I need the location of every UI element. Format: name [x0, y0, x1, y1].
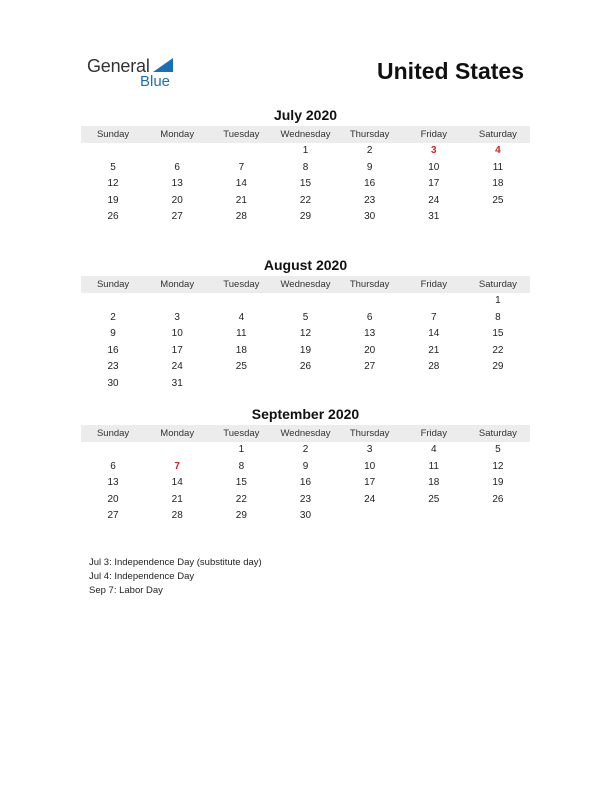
day-cell: 1: [238, 444, 245, 455]
day-cell: 2: [302, 444, 309, 455]
day-cell: 26: [299, 361, 312, 372]
empty-cell: [145, 293, 209, 310]
weekday-label: Sunday: [96, 428, 130, 439]
day-cell: 6: [366, 311, 373, 323]
month-title: August 2020: [263, 257, 348, 273]
holiday-notes: [89, 556, 262, 598]
day-cell: 14: [428, 328, 440, 339]
day-cell: 15: [492, 328, 504, 339]
week-row: [81, 442, 530, 459]
day-cell: 5: [110, 161, 116, 173]
empty-cell: [81, 143, 145, 160]
day-cell: 18: [235, 344, 247, 356]
week-row: [81, 326, 530, 343]
weekday-label: Wednesday: [280, 428, 331, 439]
day-cell: 19: [299, 344, 312, 356]
day-cell: 20: [364, 344, 376, 356]
day-cell: 24: [364, 493, 376, 505]
day-cell: 25: [492, 194, 504, 206]
day-cell: 25: [235, 361, 247, 372]
day-cell: 9: [110, 328, 116, 339]
month-grid: [81, 442, 530, 525]
day-cell: 28: [171, 510, 183, 521]
day-cell: 8: [238, 460, 245, 472]
empty-cell: [466, 508, 530, 525]
week-row: [81, 475, 530, 492]
day-cell: 30: [364, 211, 376, 222]
weekday-label: Monday: [160, 129, 195, 140]
day-cell: 11: [236, 328, 247, 339]
week-row: [81, 508, 530, 525]
day-cell: 12: [492, 460, 504, 472]
day-cell: 23: [299, 493, 312, 505]
day-cell: 29: [235, 510, 247, 521]
empty-cell: [81, 293, 145, 310]
day-cell: 3: [366, 444, 373, 455]
day-cell: 10: [428, 161, 440, 173]
empty-cell: [402, 293, 466, 310]
day-cell: 29: [492, 361, 504, 372]
month-title: September 2020: [251, 406, 360, 422]
weekday-label: Monday: [160, 279, 195, 290]
week-row: [81, 359, 530, 376]
week-row: [81, 160, 530, 177]
day-cell: 31: [428, 211, 440, 222]
week-row: [81, 376, 530, 393]
month-grid: [81, 293, 530, 392]
day-cell: 7: [238, 161, 245, 173]
day-cell: 24: [171, 361, 183, 372]
day-cell: 8: [495, 311, 501, 323]
day-cell: 2: [110, 311, 116, 323]
day-cell: 6: [174, 161, 180, 173]
weekday-label: Sunday: [96, 129, 130, 140]
holiday-note: Jul 3: Independence Day (substitute day): [89, 557, 262, 568]
logo-word-general: General: [87, 56, 150, 76]
day-cell: 15: [235, 477, 247, 488]
weekday-header: [81, 425, 530, 442]
week-row: [81, 193, 530, 210]
logo-triangle-icon: [153, 58, 173, 72]
logo-word-blue: Blue: [140, 73, 171, 90]
empty-cell: [145, 442, 209, 459]
weekday-label: Saturday: [478, 129, 517, 140]
holiday-note: Sep 7: Labor Day: [89, 585, 163, 596]
day-cell: 20: [171, 194, 183, 206]
weekday-label: Saturday: [478, 279, 517, 290]
day-cell: 13: [171, 178, 183, 189]
week-row: [81, 143, 530, 160]
day-cell: 11: [428, 460, 439, 472]
weekday-header: [81, 276, 530, 293]
day-cell: 27: [107, 510, 119, 521]
weekday-label: Sunday: [96, 279, 130, 290]
day-cell: 10: [364, 460, 376, 472]
week-row: [81, 209, 530, 226]
day-cell: 12: [299, 328, 312, 339]
day-cell: 18: [428, 477, 440, 488]
day-cell: 14: [171, 477, 183, 488]
weekday-label: Friday: [420, 129, 447, 140]
day-cell: 15: [299, 178, 312, 189]
week-row: [81, 310, 530, 327]
day-cell: 24: [428, 194, 440, 206]
weekday-label: Thursday: [349, 428, 390, 439]
week-row: [81, 492, 530, 509]
empty-cell: [466, 209, 530, 226]
day-cell: 1: [495, 295, 501, 306]
day-cell: 23: [364, 194, 376, 206]
day-cell: 17: [171, 344, 183, 356]
weekday-label: Monday: [160, 428, 195, 439]
weekday-label: Tuesday: [223, 279, 260, 290]
weekday-label: Wednesday: [280, 129, 331, 140]
empty-cell: [273, 376, 337, 393]
day-cell: 28: [428, 361, 440, 372]
day-cell: 21: [428, 344, 440, 356]
holiday-note: Jul 4: Independence Day: [89, 571, 195, 582]
week-row: [81, 176, 530, 193]
day-cell: 13: [364, 328, 376, 339]
day-cell: 20: [107, 493, 119, 505]
weekday-label: Friday: [420, 279, 447, 290]
weekday-label: Thursday: [349, 279, 390, 290]
country-title: United States: [377, 58, 524, 84]
day-cell: 21: [235, 194, 247, 206]
empty-cell: [338, 293, 402, 310]
day-cell: 30: [107, 377, 119, 389]
empty-cell: [338, 376, 402, 393]
empty-cell: [466, 376, 530, 393]
weekday-header: [81, 126, 530, 143]
day-cell: 10: [171, 328, 183, 339]
month-grid: [81, 143, 530, 226]
day-cell: 16: [299, 477, 312, 488]
generalblue-logo: [87, 56, 187, 92]
month-title: July 2020: [273, 107, 338, 123]
week-row: [81, 343, 530, 360]
week-row: [81, 293, 530, 310]
day-cell: 6: [110, 460, 116, 472]
day-cell: 1: [302, 145, 309, 156]
day-cell: 8: [302, 161, 309, 173]
day-cell: 16: [107, 344, 119, 356]
weekday-label: Saturday: [478, 428, 517, 439]
day-cell: 21: [171, 493, 183, 505]
day-cell: 27: [364, 361, 376, 372]
month-august: [81, 256, 530, 392]
day-cell: 26: [492, 493, 504, 505]
weekday-label: Tuesday: [223, 129, 260, 140]
day-cell: 22: [492, 344, 504, 356]
day-cell: 4: [430, 444, 437, 455]
day-cell: 2: [366, 145, 373, 156]
empty-cell: [145, 143, 209, 160]
day-cell: 28: [235, 211, 247, 222]
day-cell: 3: [174, 311, 180, 323]
day-cell: 14: [235, 178, 247, 189]
day-cell: 5: [302, 311, 309, 323]
day-cell: 26: [107, 211, 119, 222]
day-cell: 7: [430, 311, 437, 323]
day-cell: 29: [299, 211, 312, 222]
empty-cell: [209, 143, 273, 160]
empty-cell: [402, 508, 466, 525]
month-july: [81, 106, 530, 226]
day-cell: 27: [171, 211, 183, 222]
day-cell: 5: [495, 444, 501, 455]
weekday-label: Friday: [420, 428, 447, 439]
day-cell: 22: [299, 194, 312, 206]
holiday-date: 4: [495, 145, 501, 156]
day-cell: 12: [107, 178, 119, 189]
weekday-label: Thursday: [349, 129, 390, 140]
holiday-date: 7: [174, 460, 180, 472]
day-cell: 23: [107, 361, 119, 372]
weekday-label: Tuesday: [223, 428, 260, 439]
holiday-date: 3: [430, 145, 437, 156]
day-cell: 4: [238, 311, 245, 323]
day-cell: 31: [171, 377, 183, 389]
day-cell: 30: [299, 510, 312, 521]
month-september: [81, 405, 530, 525]
empty-cell: [81, 442, 145, 459]
day-cell: 9: [366, 161, 373, 173]
week-row: [81, 459, 530, 476]
day-cell: 25: [428, 493, 440, 505]
empty-cell: [209, 293, 273, 310]
day-cell: 17: [364, 477, 376, 488]
empty-cell: [273, 293, 337, 310]
weekday-label: Wednesday: [280, 279, 331, 290]
empty-cell: [338, 508, 402, 525]
day-cell: 9: [302, 460, 309, 472]
day-cell: 13: [107, 477, 119, 488]
day-cell: 19: [107, 194, 119, 206]
empty-cell: [402, 376, 466, 393]
day-cell: 19: [492, 477, 504, 488]
empty-cell: [209, 376, 273, 393]
day-cell: 18: [492, 178, 504, 189]
day-cell: 11: [492, 161, 504, 173]
day-cell: 22: [235, 493, 247, 505]
day-cell: 16: [364, 178, 376, 189]
day-cell: 17: [428, 178, 440, 189]
